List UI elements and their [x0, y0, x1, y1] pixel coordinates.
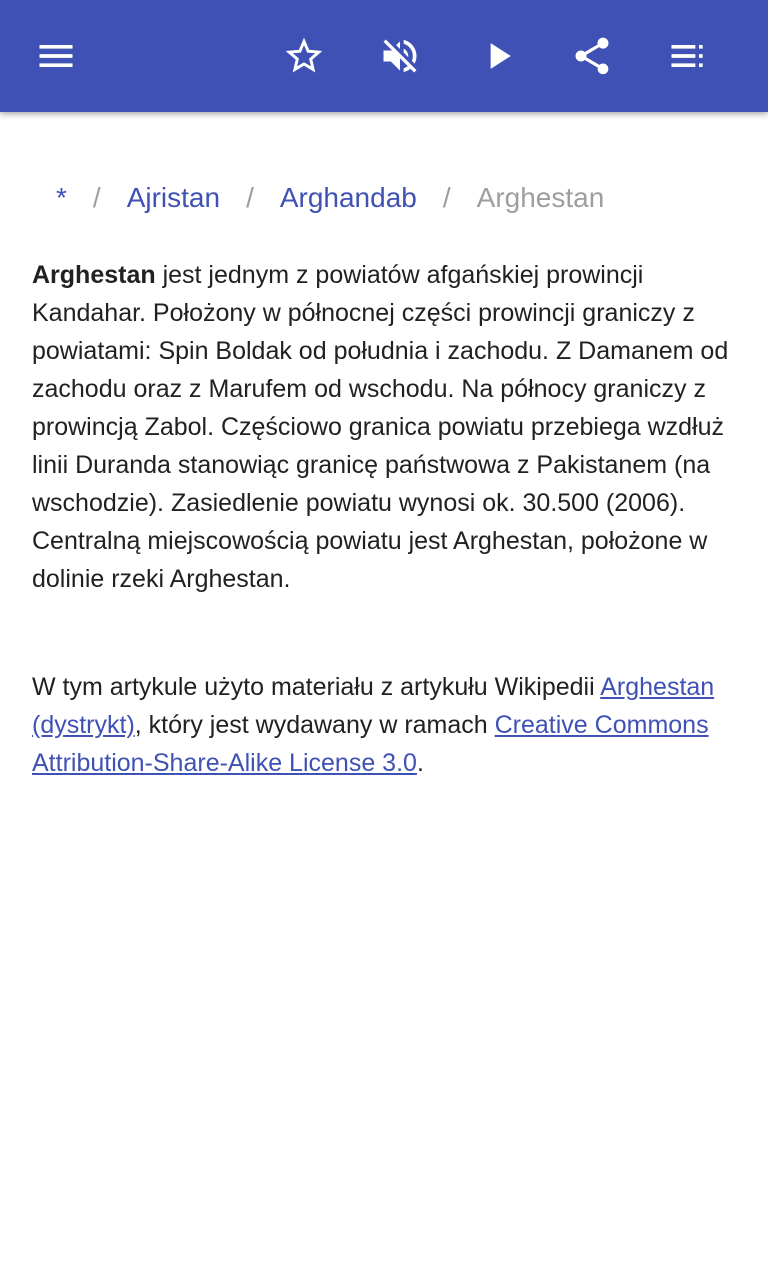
breadcrumb-current: Arghestan	[476, 182, 605, 213]
volume-off-icon	[378, 34, 422, 78]
breadcrumb-separator: /	[92, 182, 101, 213]
contents-button[interactable]	[660, 28, 716, 84]
breadcrumb-separator: /	[246, 182, 254, 213]
playlist-icon	[666, 34, 710, 78]
breadcrumb-item-ajristan[interactable]: Ajristan	[126, 182, 221, 213]
article-paragraph	[32, 256, 744, 598]
article-body: jest jednym z powiatów afgańskiej prowincji Kandahar. Położony w północnej części prowincji graniczy z powiatami: Spin Boldak od południa i zachodu. Z Damanem od zachodu oraz z Marufem od wschodu. Na północy graniczy z prowincją Zabol. Częściowo granica powiatu przebiega wzdłuż linii Duranda stanowiąc granicę państwowa z Pakistanem (na wschodzie). Zasiedlenie powiatu wynosi ok. 30.500 (2006). Centralną miejscowością powiatu jest Arghestan, położone w dolinie rzeki Arghestan.	[32, 261, 729, 593]
attribution-suffix: .	[416, 749, 424, 777]
breadcrumb-separator: /	[442, 182, 451, 213]
attribution-paragraph	[32, 668, 744, 782]
license-link[interactable]: Creative Commons Attribution-Share-Alike License 3.0	[32, 711, 709, 777]
article-lead-term: Arghestan	[32, 261, 156, 289]
source-article-link[interactable]: Arghestan (dystrykt)	[32, 673, 715, 739]
bookmark-button[interactable]	[276, 28, 332, 84]
play-button[interactable]	[470, 28, 526, 84]
attribution-middle: , który jest wydawany w ramach	[134, 711, 495, 739]
share-button[interactable]	[564, 28, 620, 84]
breadcrumb	[32, 176, 604, 220]
app-toolbar	[0, 0, 768, 112]
breadcrumb-item-root[interactable]: *	[56, 182, 67, 213]
star-outline-icon	[282, 34, 326, 78]
breadcrumb-item-arghandab[interactable]: Arghandab	[279, 182, 417, 213]
attribution-prefix: W tym artykule użyto materiału z artykułu Wikipedii	[32, 673, 601, 701]
share-icon	[570, 34, 614, 78]
article-content	[32, 256, 744, 782]
menu-button[interactable]	[28, 28, 84, 84]
mute-button[interactable]	[372, 28, 428, 84]
play-icon	[476, 34, 520, 78]
menu-icon	[34, 34, 78, 78]
